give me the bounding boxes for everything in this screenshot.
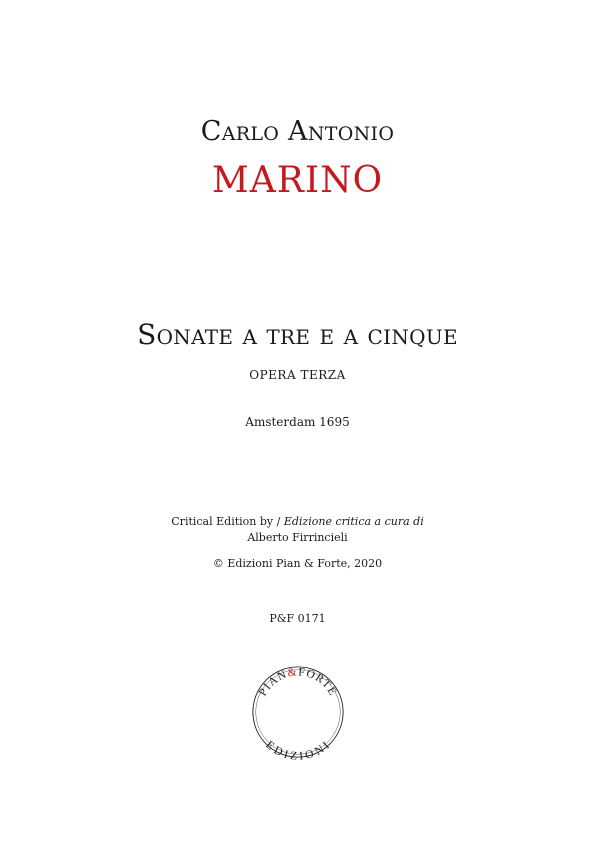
seal-word-forte: FORTE [297,666,340,699]
composer-last-name: MARINO [211,160,384,201]
work-title: Sonate a tre e a cinque [137,318,458,351]
credit-english: Critical Edition by [171,515,274,528]
seal-ampersand: & [286,666,299,680]
editor-name: Alberto Firrincieli [247,531,348,544]
composer-first-names: Carlo Antonio [200,116,395,147]
seal-word-edizioni: EDIZIONI [263,738,334,760]
seal-bottom-text [263,739,333,760]
credit-italian: Edizione critica a cura di [283,515,424,528]
credit-separator: / [273,515,284,528]
place-date: Amsterdam 1695 [245,415,350,429]
publisher-seal-logo [250,664,346,760]
edition-credit [0,515,595,528]
catalog-number: P&F 0171 [269,612,326,625]
seal-word-pian: PIAN [256,668,290,699]
seal-top-text [257,666,339,698]
copyright-notice: © Edizioni Pian & Forte, 2020 [212,557,383,570]
opus-number: OPERA TERZA [249,368,346,382]
